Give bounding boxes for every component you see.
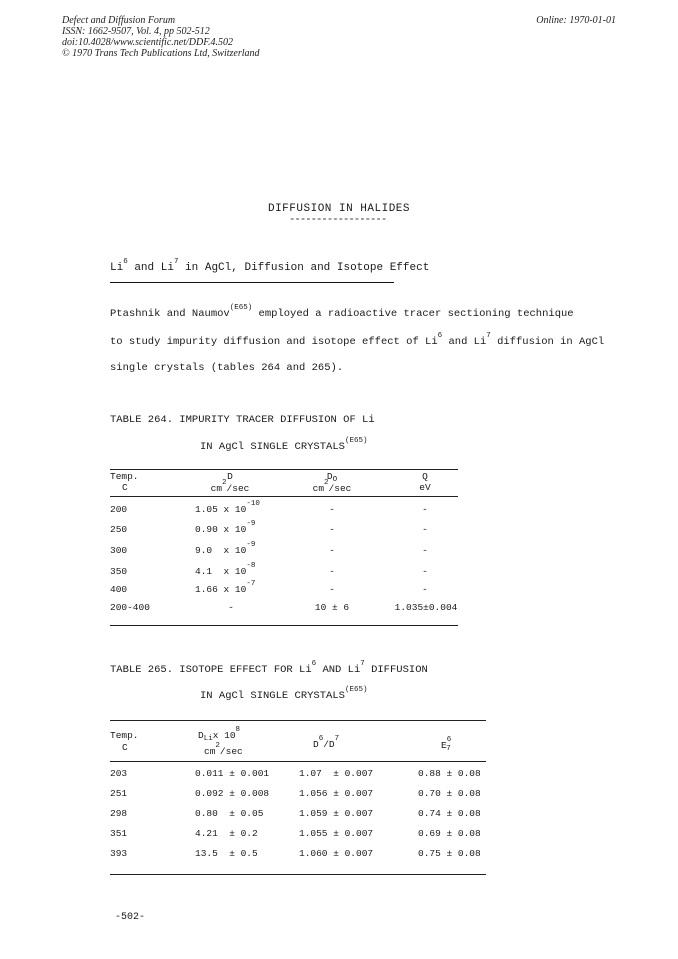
table-265-top-rule (110, 720, 486, 721)
table-264-caption-line-2 (200, 437, 368, 453)
t264-cell-d (195, 520, 256, 535)
journal-copyright: © 1970 Trans Tech Publications Ltd, Switzerland (62, 48, 260, 59)
t264-d-mantissa: 1.05 x 10 (195, 504, 247, 515)
t264-header-q: Q (422, 471, 428, 482)
table-264-ref: (E65) (344, 437, 368, 445)
t264-cell-d (195, 562, 256, 577)
t264-d0-unit-b: /sec (328, 483, 352, 494)
paragraph-line-3: single crystals (tables 264 and 265). (110, 362, 344, 374)
t265-cell-ratio: 1.059 ± 0.007 (299, 808, 374, 819)
t264-d-exp: -9 (246, 520, 256, 528)
t265-header-temp-unit: C (122, 742, 128, 753)
t265-header-d (198, 726, 241, 743)
t264-cell-d0: - (329, 584, 335, 595)
t264-cell-temp: 350 (110, 566, 128, 577)
subsection-heading (110, 258, 430, 274)
table-264-bottom-rule (110, 625, 458, 626)
t264-d-unit-b: /sec (226, 483, 250, 494)
t265-cell-temp: 351 (110, 828, 128, 839)
t265-cell-d: 0.80 ± 0.05 (195, 808, 264, 819)
t264-cell-q: - (422, 584, 428, 595)
t264-cell-d0: - (329, 524, 335, 535)
section-title: DIFFUSION IN HALIDES (267, 203, 411, 215)
t265-ratio-sup1: 6 (318, 735, 324, 743)
t264-d-exp: -8 (246, 562, 256, 570)
journal-issn: ISSN: 1662-9507, Vol. 4, pp 502-512 (62, 26, 210, 37)
t265-cell-d: 0.092 ± 0.008 (195, 788, 270, 799)
t264-d0-unit-a: cm (312, 483, 325, 494)
paragraph-line-1 (110, 304, 574, 320)
t265-cell-temp: 251 (110, 788, 128, 799)
heading-text-c: in AgCl, Diffusion and Isotope Effect (178, 262, 430, 274)
t265-cell-ratio: 1.056 ± 0.007 (299, 788, 374, 799)
journal-doi[interactable]: doi:10.4028/www.scientific.net/DDF.4.502 (62, 37, 234, 48)
t264-d-mantissa: 0.90 x 10 (195, 524, 247, 535)
t264-header-d: D (227, 471, 233, 482)
t264-cell-q: - (422, 566, 428, 577)
t264-d0-sub: O (332, 476, 338, 484)
t264-cell-d0: - (329, 545, 335, 556)
para-l2-sup2: 7 (486, 332, 491, 340)
section-title-underline: ================== (290, 216, 388, 223)
heading-text-a: Li (110, 262, 124, 274)
t265-cell-ratio: 1.07 ± 0.007 (299, 768, 374, 779)
para-l2-text: to study impurity diffusion and isotope effect of Li (110, 336, 438, 348)
t264-cell-d0: 10 ± 6 (314, 602, 350, 613)
t264-d-mantissa: - (228, 602, 234, 613)
t264-d-unit-a: cm (210, 483, 223, 494)
t264-d-unit-sup: 2 (222, 479, 227, 487)
t264-cell-temp: 250 (110, 524, 128, 535)
t265-header-temp: Temp. (110, 730, 139, 741)
table-264-caption2-text: IN AgCl SINGLE CRYSTALS (200, 441, 345, 453)
heading-text-b: and Li (127, 262, 174, 274)
t264-header-temp-unit: C (122, 482, 128, 493)
para-l2-text-c: diffusion in AgCl (490, 336, 605, 348)
t265-cell-e: 0.70 ± 0.08 (418, 788, 481, 799)
t264-cell-d (195, 500, 260, 515)
heading-sup-b: 7 (173, 258, 179, 266)
t264-header-d0 (296, 471, 368, 482)
table-264-top-rule (110, 469, 458, 470)
citation-ref: (E65) (229, 304, 253, 312)
t265-cell-d: 13.5 ± 0.5 (195, 848, 258, 859)
para-l2-sup1: 6 (437, 332, 443, 340)
t264-cell-d (195, 541, 256, 556)
t265-ratio-b: /D (323, 739, 335, 750)
t264-header-d-unit (190, 479, 270, 494)
t265-ratio-sup2: 7 (334, 735, 340, 743)
t265-cell-d: 4.21 ± 0.2 (195, 828, 258, 839)
t265-e-sub: 7 (446, 745, 451, 753)
t264-cell-q: - (422, 504, 428, 515)
t265-ref: (E65) (344, 686, 368, 694)
t264-cell-temp: 200-400 (110, 602, 150, 613)
t265-e-text: E (441, 740, 447, 751)
t265-d-mult-sup: 8 (235, 726, 241, 734)
t265-d-unit-b: /sec (219, 746, 243, 757)
t265-d-sub: Li (203, 735, 213, 743)
t265-d-mult: x 10 (212, 730, 236, 741)
t265-cell-e: 0.69 ± 0.08 (418, 828, 481, 839)
t265-cap-sup1: 6 (311, 660, 317, 668)
t264-d-exp: -9 (246, 541, 256, 549)
para-l1-text-b: employed a radioactive tracer sectioning technique (252, 308, 574, 320)
t264-cell-q: - (422, 524, 428, 535)
t264-d-mantissa: 9.0 x 10 (195, 545, 247, 556)
table-265-header-rule (110, 761, 486, 762)
t265-cap-c: DIFFUSION (364, 664, 428, 676)
t264-d-mantissa: 4.1 x 10 (195, 566, 247, 577)
t265-cell-d: 0.011 ± 0.001 (195, 768, 270, 779)
t264-cell-d0: - (329, 566, 335, 577)
t264-header-temp: Temp. (110, 471, 139, 482)
t265-ratio-a: D (313, 739, 319, 750)
heading-sup-a: 6 (123, 258, 128, 266)
t264-cell-q: - (422, 545, 428, 556)
table-265-caption-line-2 (200, 686, 368, 702)
table-264-header-rule (110, 496, 458, 497)
t264-cell-d0: - (329, 504, 335, 515)
t264-d0-text: D (326, 471, 333, 482)
table-265-bottom-rule (110, 874, 486, 875)
t265-cap-b: AND Li (316, 664, 361, 676)
t265-cell-temp: 393 (110, 848, 128, 859)
paragraph-line-2 (110, 332, 605, 348)
t264-d-mantissa: 1.66 x 10 (195, 584, 247, 595)
t264-cell-d (195, 602, 267, 613)
t265-d-unit-a: cm (204, 746, 216, 757)
journal-header (62, 15, 260, 59)
t264-d-exp: -10 (246, 500, 260, 508)
page-number: -502- (115, 912, 146, 923)
t265-cell-ratio: 1.055 ± 0.007 (299, 828, 374, 839)
t265-cap-sup2: 7 (360, 660, 365, 668)
t264-cell-temp: 300 (110, 545, 128, 556)
t265-cell-temp: 203 (110, 768, 128, 779)
t264-cell-q: 1.035±0.004 (394, 602, 458, 613)
online-date: Online: 1970-01-01 (536, 15, 616, 26)
t265-cell-ratio: 1.060 ± 0.007 (299, 848, 374, 859)
t264-header-d0-unit (296, 479, 368, 494)
t265-header-d-unit (204, 742, 243, 757)
para-l1-text: Ptashnik and Naumov (110, 308, 230, 320)
para-l2-text-b: and Li (442, 336, 487, 348)
t265-header-e (441, 736, 452, 753)
t264-d0-unit-sup: 2 (324, 479, 329, 487)
t265-cap-a: TABLE 265. ISOTOPE EFFECT FOR Li (110, 664, 312, 676)
t265-cell-e: 0.88 ± 0.08 (418, 768, 481, 779)
t264-cell-temp: 400 (110, 584, 128, 595)
t265-e-sup: 6 (446, 736, 452, 744)
t264-d-exp: -7 (246, 580, 256, 588)
t265-cap2-text: IN AgCl SINGLE CRYSTALS (200, 690, 345, 702)
t265-cell-e: 0.74 ± 0.08 (418, 808, 481, 819)
t264-cell-d (195, 580, 256, 595)
table-265-caption (110, 660, 428, 676)
table-264-caption: TABLE 264. IMPURITY TRACER DIFFUSION OF Li (110, 414, 375, 426)
t265-d-text: D (198, 730, 204, 741)
t264-header-q-unit: eV (419, 482, 431, 493)
t265-cell-temp: 298 (110, 808, 128, 819)
journal-name: Defect and Diffusion Forum (62, 15, 176, 26)
t265-d-unit-sup: 2 (215, 742, 220, 750)
t264-cell-temp: 200 (110, 504, 128, 515)
heading-underline (110, 282, 394, 283)
t265-header-ratio (313, 735, 340, 750)
t265-cell-e: 0.75 ± 0.08 (418, 848, 481, 859)
